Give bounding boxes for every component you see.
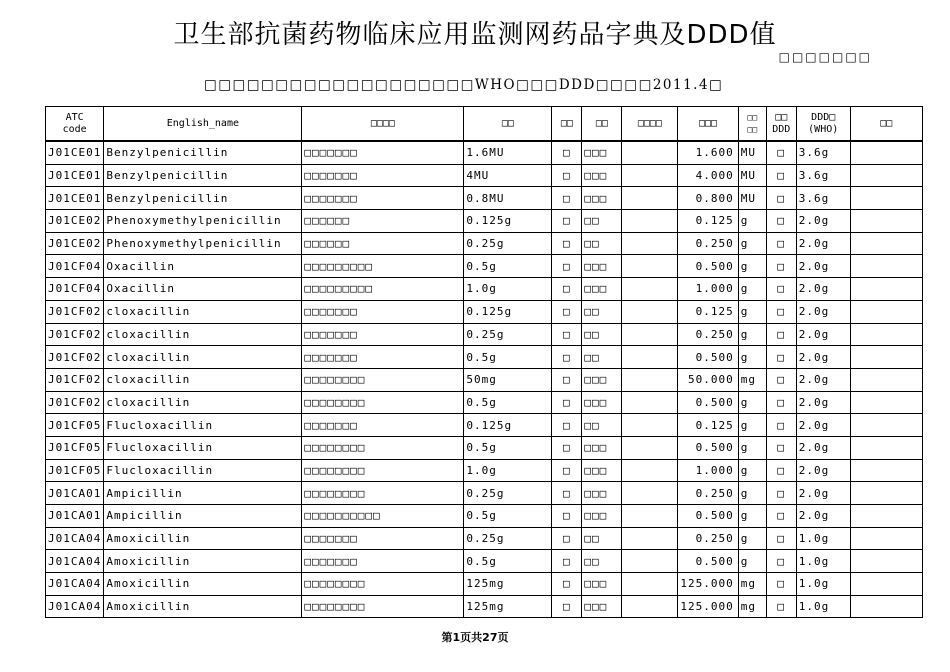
cell-10: □: [766, 141, 796, 164]
cell-5: □: [552, 368, 582, 391]
table-row: [46, 595, 923, 618]
cell-5: □: [552, 482, 582, 505]
cell-10: □: [766, 368, 796, 391]
cell-6: □□□: [582, 459, 622, 482]
cell-5: □: [552, 278, 582, 301]
cell-english-name: Oxacillin: [104, 255, 302, 278]
cell-chinese-name: □□□□□□□□: [302, 482, 464, 505]
cell-spec: 0.5g: [464, 550, 552, 573]
cell-atc-code: J01CF04: [46, 255, 104, 278]
cell-english-name: cloxacillin: [104, 368, 302, 391]
cell-remarks: [850, 323, 922, 346]
cell-remarks: [850, 459, 922, 482]
table-row: [46, 459, 923, 482]
cell-6: □□: [582, 210, 622, 233]
cell-english-name: Flucloxacillin: [104, 436, 302, 459]
cell-5: □: [552, 527, 582, 550]
cell-10: □: [766, 346, 796, 369]
cell-chinese-name: □□□□□□□: [302, 527, 464, 550]
cell-6: □□: [582, 232, 622, 255]
cell-remarks: [850, 300, 922, 323]
cell-10: □: [766, 550, 796, 573]
cell-ddd: 3.6g: [796, 141, 850, 164]
cell-5: □: [552, 187, 582, 210]
cell-english-name: Benzylpenicillin: [104, 187, 302, 210]
cell-unit: g: [738, 482, 766, 505]
cell-quantity: 125.000: [678, 595, 738, 618]
cell-spec: 4MU: [464, 164, 552, 187]
cell-ddd: 2.0g: [796, 436, 850, 459]
col-header-10: □□ DDD: [766, 107, 796, 142]
cell-10: □: [766, 323, 796, 346]
cell-remarks: [850, 573, 922, 596]
cell-chinese-name: □□□□□□□: [302, 164, 464, 187]
cell-spec: 1.0g: [464, 459, 552, 482]
cell-ddd: 2.0g: [796, 278, 850, 301]
cell-atc-code: J01CF04: [46, 278, 104, 301]
cell-ddd: 2.0g: [796, 346, 850, 369]
cell-ddd: 1.0g: [796, 595, 850, 618]
cell-ddd: 2.0g: [796, 323, 850, 346]
cell-english-name: Phenoxymethylpenicillin: [104, 210, 302, 233]
cell-spec: 0.5g: [464, 391, 552, 414]
cell-7: [622, 323, 678, 346]
cell-chinese-name: □□□□□□□□: [302, 391, 464, 414]
cell-english-name: Amoxicillin: [104, 550, 302, 573]
cell-english-name: Flucloxacillin: [104, 414, 302, 437]
cell-spec: 0.5g: [464, 436, 552, 459]
cell-english-name: Ampicillin: [104, 482, 302, 505]
table-header-row: [46, 107, 923, 142]
cell-5: □: [552, 550, 582, 573]
cell-remarks: [850, 391, 922, 414]
cell-ddd: 2.0g: [796, 505, 850, 528]
cell-7: [622, 232, 678, 255]
cell-spec: 0.25g: [464, 323, 552, 346]
col-header-english-name: English_name: [104, 107, 302, 142]
cell-6: □□□: [582, 436, 622, 459]
cell-unit: g: [738, 550, 766, 573]
cell-quantity: 0.500: [678, 346, 738, 369]
cell-quantity: 0.500: [678, 436, 738, 459]
table-row: [46, 550, 923, 573]
cell-spec: 0.25g: [464, 232, 552, 255]
cell-7: [622, 459, 678, 482]
cell-ddd: 2.0g: [796, 210, 850, 233]
cell-unit: g: [738, 391, 766, 414]
cell-spec: 0.125g: [464, 300, 552, 323]
cell-english-name: Phenoxymethylpenicillin: [104, 232, 302, 255]
cell-10: □: [766, 527, 796, 550]
cell-quantity: 0.125: [678, 300, 738, 323]
cell-atc-code: J01CA04: [46, 573, 104, 596]
cell-7: [622, 187, 678, 210]
cell-quantity: 1.000: [678, 278, 738, 301]
cell-spec: 125mg: [464, 595, 552, 618]
cell-7: [622, 527, 678, 550]
table-subtitle: □□□□□□□□□□□□□□□□□□□WHO□□□DDD□□□□2011.4□: [204, 77, 724, 93]
table-row: [46, 482, 923, 505]
cell-atc-code: J01CE01: [46, 187, 104, 210]
cell-5: □: [552, 164, 582, 187]
cell-5: □: [552, 210, 582, 233]
cell-10: □: [766, 459, 796, 482]
cell-chinese-name: □□□□□□□□: [302, 573, 464, 596]
cell-english-name: Amoxicillin: [104, 527, 302, 550]
cell-6: □□□: [582, 164, 622, 187]
cell-quantity: 1.000: [678, 459, 738, 482]
cell-ddd: 1.0g: [796, 527, 850, 550]
cell-spec: 1.0g: [464, 278, 552, 301]
cell-7: [622, 300, 678, 323]
cell-10: □: [766, 210, 796, 233]
cell-6: □□: [582, 414, 622, 437]
table-row: [46, 210, 923, 233]
cell-unit: MU: [738, 164, 766, 187]
cell-quantity: 0.500: [678, 255, 738, 278]
cell-ddd: 2.0g: [796, 255, 850, 278]
col-header-ddd: DDD□ (WHO): [796, 107, 850, 142]
cell-english-name: Amoxicillin: [104, 573, 302, 596]
cell-6: □□: [582, 346, 622, 369]
cell-spec: 50mg: [464, 368, 552, 391]
cell-english-name: Ampicillin: [104, 505, 302, 528]
cell-spec: 125mg: [464, 573, 552, 596]
cell-10: □: [766, 595, 796, 618]
table-row: [46, 164, 923, 187]
cell-6: □□□: [582, 255, 622, 278]
cell-chinese-name: □□□□□□□: [302, 414, 464, 437]
cell-atc-code: J01CA04: [46, 550, 104, 573]
cell-chinese-name: □□□□□□□: [302, 323, 464, 346]
cell-chinese-name: □□□□□□□□: [302, 459, 464, 482]
cell-remarks: [850, 346, 922, 369]
page-title: 卫生部抗菌药物临床应用监测网药品字典及DDD值: [173, 20, 777, 50]
col-header-remarks: □□: [850, 107, 922, 142]
cell-atc-code: J01CF02: [46, 391, 104, 414]
cell-6: □□□: [582, 368, 622, 391]
cell-10: □: [766, 482, 796, 505]
cell-unit: mg: [738, 368, 766, 391]
cell-5: □: [552, 414, 582, 437]
cell-7: [622, 255, 678, 278]
cell-unit: mg: [738, 595, 766, 618]
cell-7: [622, 482, 678, 505]
cell-english-name: Benzylpenicillin: [104, 141, 302, 164]
cell-10: □: [766, 187, 796, 210]
cell-6: □□□: [582, 573, 622, 596]
cell-ddd: 2.0g: [796, 300, 850, 323]
cell-atc-code: J01CE02: [46, 232, 104, 255]
cell-unit: g: [738, 210, 766, 233]
cell-quantity: 0.250: [678, 232, 738, 255]
cell-5: □: [552, 346, 582, 369]
cell-english-name: cloxacillin: [104, 323, 302, 346]
cell-unit: g: [738, 232, 766, 255]
cell-atc-code: J01CF02: [46, 300, 104, 323]
cell-spec: 0.25g: [464, 527, 552, 550]
col-header-8: □□□: [678, 107, 738, 142]
cell-remarks: [850, 505, 922, 528]
cell-7: [622, 391, 678, 414]
cell-ddd: 2.0g: [796, 482, 850, 505]
cell-quantity: 125.000: [678, 573, 738, 596]
cell-quantity: 0.500: [678, 550, 738, 573]
cell-6: □□: [582, 527, 622, 550]
cell-quantity: 1.600: [678, 141, 738, 164]
cell-chinese-name: □□□□□□□: [302, 300, 464, 323]
cell-chinese-name: □□□□□□: [302, 210, 464, 233]
cell-spec: 1.6MU: [464, 141, 552, 164]
cell-ddd: 1.0g: [796, 573, 850, 596]
cell-quantity: 0.500: [678, 391, 738, 414]
cell-remarks: [850, 527, 922, 550]
cell-english-name: cloxacillin: [104, 346, 302, 369]
cell-atc-code: J01CA04: [46, 595, 104, 618]
cell-remarks: [850, 187, 922, 210]
cell-spec: 0.25g: [464, 482, 552, 505]
cell-5: □: [552, 232, 582, 255]
cell-chinese-name: □□□□□□□: [302, 141, 464, 164]
cell-10: □: [766, 391, 796, 414]
cell-atc-code: J01CE02: [46, 210, 104, 233]
cell-remarks: [850, 164, 922, 187]
cell-ddd: 2.0g: [796, 232, 850, 255]
cell-atc-code: J01CF05: [46, 459, 104, 482]
cell-english-name: Benzylpenicillin: [104, 164, 302, 187]
cell-unit: g: [738, 459, 766, 482]
cell-quantity: 0.125: [678, 210, 738, 233]
cell-6: □□: [582, 300, 622, 323]
cell-7: [622, 141, 678, 164]
table-row: [46, 527, 923, 550]
cell-remarks: [850, 595, 922, 618]
table-row: [46, 436, 923, 459]
cell-remarks: [850, 482, 922, 505]
col-header-7: □□□□: [622, 107, 678, 142]
col-header-unit: □□ □□: [738, 107, 766, 142]
cell-spec: 0.125g: [464, 210, 552, 233]
col-header-atc: ATC code: [46, 107, 104, 142]
page-footer: 第1页共27页: [441, 631, 509, 644]
table-row: [46, 573, 923, 596]
cell-6: □□□: [582, 505, 622, 528]
cell-chinese-name: □□□□□□□□: [302, 595, 464, 618]
cell-chinese-name: □□□□□□□□□□: [302, 505, 464, 528]
cell-10: □: [766, 505, 796, 528]
cell-remarks: [850, 255, 922, 278]
cell-ddd: 3.6g: [796, 164, 850, 187]
cell-remarks: [850, 436, 922, 459]
cell-6: □□: [582, 550, 622, 573]
cell-atc-code: J01CF02: [46, 368, 104, 391]
cell-spec: 0.5g: [464, 346, 552, 369]
cell-quantity: 4.000: [678, 164, 738, 187]
table-row: [46, 505, 923, 528]
cell-chinese-name: □□□□□□□: [302, 550, 464, 573]
cell-10: □: [766, 300, 796, 323]
cell-5: □: [552, 505, 582, 528]
cell-english-name: cloxacillin: [104, 300, 302, 323]
cell-atc-code: J01CA01: [46, 505, 104, 528]
cell-5: □: [552, 459, 582, 482]
cell-unit: g: [738, 346, 766, 369]
cell-unit: g: [738, 505, 766, 528]
cell-spec: 0.125g: [464, 414, 552, 437]
cell-atc-code: J01CA01: [46, 482, 104, 505]
cell-chinese-name: □□□□□□□□: [302, 368, 464, 391]
cell-10: □: [766, 232, 796, 255]
cell-atc-code: J01CA04: [46, 527, 104, 550]
cell-7: [622, 164, 678, 187]
cell-5: □: [552, 595, 582, 618]
cell-5: □: [552, 573, 582, 596]
cell-unit: g: [738, 323, 766, 346]
cell-remarks: [850, 278, 922, 301]
cell-7: [622, 210, 678, 233]
cell-6: □□□: [582, 187, 622, 210]
cell-chinese-name: □□□□□□: [302, 232, 464, 255]
cell-5: □: [552, 391, 582, 414]
col-header-chinese-name: □□□□: [302, 107, 464, 142]
cell-unit: MU: [738, 187, 766, 210]
table-row: [46, 368, 923, 391]
cell-english-name: cloxacillin: [104, 391, 302, 414]
cell-chinese-name: □□□□□□□□□: [302, 255, 464, 278]
cell-chinese-name: □□□□□□□: [302, 187, 464, 210]
cell-spec: 0.5g: [464, 505, 552, 528]
cell-quantity: 0.125: [678, 414, 738, 437]
cell-atc-code: J01CF05: [46, 414, 104, 437]
cell-5: □: [552, 255, 582, 278]
cell-atc-code: J01CF05: [46, 436, 104, 459]
table-row: [46, 141, 923, 164]
cell-10: □: [766, 255, 796, 278]
cell-quantity: 0.250: [678, 527, 738, 550]
cell-english-name: Flucloxacillin: [104, 459, 302, 482]
cell-5: □: [552, 436, 582, 459]
cell-ddd: 2.0g: [796, 391, 850, 414]
cell-quantity: 0.500: [678, 505, 738, 528]
cell-spec: 0.5g: [464, 255, 552, 278]
cell-6: □□: [582, 323, 622, 346]
table-row: [46, 232, 923, 255]
col-header-5: □□: [552, 107, 582, 142]
cell-english-name: Oxacillin: [104, 278, 302, 301]
cell-5: □: [552, 323, 582, 346]
cell-10: □: [766, 278, 796, 301]
cell-7: [622, 414, 678, 437]
cell-7: [622, 436, 678, 459]
table-row: [46, 300, 923, 323]
cell-remarks: [850, 368, 922, 391]
cell-unit: MU: [738, 141, 766, 164]
header-note: □□□□□□□: [778, 50, 872, 64]
cell-6: □□□: [582, 141, 622, 164]
cell-atc-code: J01CF02: [46, 323, 104, 346]
cell-6: □□□: [582, 391, 622, 414]
cell-remarks: [850, 210, 922, 233]
cell-atc-code: J01CE01: [46, 164, 104, 187]
cell-unit: mg: [738, 573, 766, 596]
col-header-spec: □□: [464, 107, 552, 142]
table-row: [46, 187, 923, 210]
cell-10: □: [766, 436, 796, 459]
cell-unit: g: [738, 278, 766, 301]
cell-5: □: [552, 141, 582, 164]
cell-atc-code: J01CE01: [46, 141, 104, 164]
table-row: [46, 414, 923, 437]
cell-unit: g: [738, 527, 766, 550]
cell-unit: g: [738, 300, 766, 323]
cell-chinese-name: □□□□□□□□□: [302, 278, 464, 301]
cell-6: □□□: [582, 595, 622, 618]
cell-quantity: 50.000: [678, 368, 738, 391]
cell-6: □□□: [582, 482, 622, 505]
cell-atc-code: J01CF02: [46, 346, 104, 369]
cell-spec: 0.8MU: [464, 187, 552, 210]
cell-10: □: [766, 164, 796, 187]
cell-remarks: [850, 141, 922, 164]
cell-remarks: [850, 232, 922, 255]
cell-ddd: 1.0g: [796, 550, 850, 573]
col-header-6: □□: [582, 107, 622, 142]
cell-chinese-name: □□□□□□□: [302, 346, 464, 369]
cell-7: [622, 346, 678, 369]
cell-remarks: [850, 550, 922, 573]
table-row: [46, 391, 923, 414]
cell-quantity: 0.800: [678, 187, 738, 210]
cell-10: □: [766, 573, 796, 596]
table-row: [46, 255, 923, 278]
cell-7: [622, 595, 678, 618]
cell-unit: g: [738, 255, 766, 278]
cell-7: [622, 368, 678, 391]
cell-7: [622, 278, 678, 301]
cell-quantity: 0.250: [678, 482, 738, 505]
cell-english-name: Amoxicillin: [104, 595, 302, 618]
table-row: [46, 346, 923, 369]
table-row: [46, 323, 923, 346]
table-row: [46, 278, 923, 301]
cell-unit: g: [738, 414, 766, 437]
cell-unit: g: [738, 436, 766, 459]
cell-10: □: [766, 414, 796, 437]
cell-remarks: [850, 414, 922, 437]
cell-6: □□□: [582, 278, 622, 301]
cell-7: [622, 505, 678, 528]
cell-7: [622, 550, 678, 573]
cell-5: □: [552, 300, 582, 323]
drug-dictionary-table: [45, 106, 923, 618]
cell-ddd: 3.6g: [796, 187, 850, 210]
cell-chinese-name: □□□□□□□□: [302, 436, 464, 459]
cell-ddd: 2.0g: [796, 368, 850, 391]
cell-quantity: 0.250: [678, 323, 738, 346]
cell-7: [622, 573, 678, 596]
cell-ddd: 2.0g: [796, 414, 850, 437]
cell-ddd: 2.0g: [796, 459, 850, 482]
